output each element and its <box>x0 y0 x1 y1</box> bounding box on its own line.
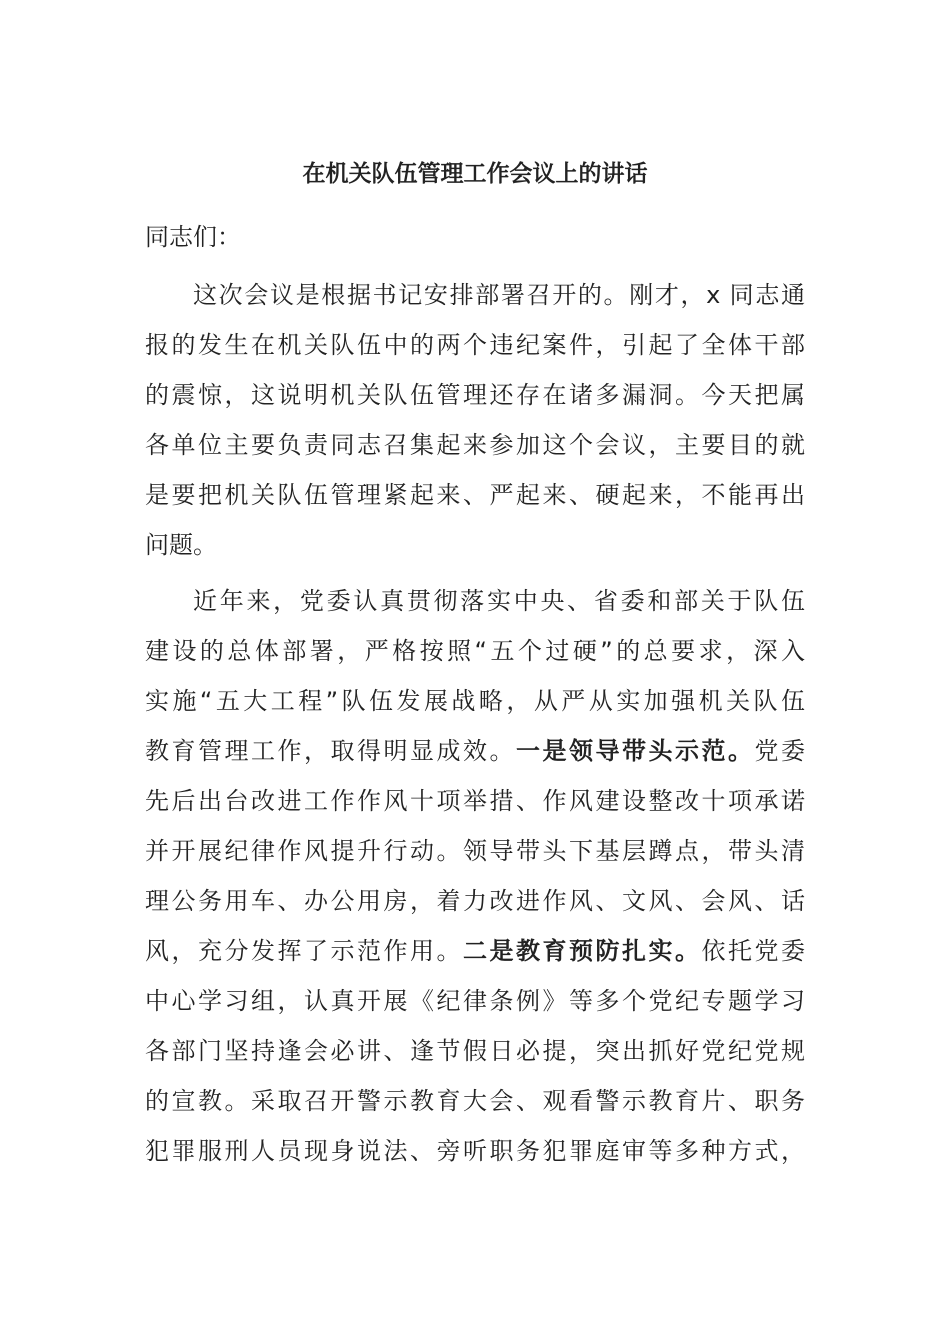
paragraph-line: 犯罪服刑人员现身说法、旁听职务犯罪庭审等多种方式， <box>145 1137 805 1165</box>
paragraph-line <box>145 926 805 976</box>
line-text: 党委 <box>754 737 805 765</box>
paragraph-line: 中心学习组，认真开展《纪律条例》等多个党纪专题学习 <box>145 987 805 1015</box>
line-text: 依托党委 <box>701 937 805 965</box>
paragraph-line: 近年来，党委认真贯彻落实中央、省委和部关于队伍 <box>193 587 805 615</box>
paragraph-line: 问题。 <box>145 531 217 559</box>
paragraph-line: 报的发生在机关队伍中的两个违纪案件，引起了全体干部 <box>145 331 805 359</box>
bold-heading-2: 二是教育预防扎实。 <box>463 937 702 965</box>
paragraph-line: 先后出台改进工作作风十项举措、作风建设整改十项承诺 <box>145 787 805 815</box>
paragraph-line: 建设的总体部署，严格按照“五个过硬”的总要求，深入 <box>145 637 805 665</box>
bold-heading-1: 一是领导带头示范。 <box>516 737 755 765</box>
paragraph-line: 并开展纪律作风提升行动。领导带头下基层蹲点，带头清 <box>145 837 805 865</box>
paragraph-line: 是要把机关队伍管理紧起来、严起来、硬起来，不能再出 <box>145 481 805 509</box>
paragraph-line: 这次会议是根据书记安排部署召开的。刚才，x 同志通 <box>193 281 805 309</box>
paragraph-line: 理公务用车、办公用房，着力改进作风、文风、会风、话 <box>145 887 805 915</box>
paragraph-line: 各单位主要负责同志召集起来参加这个会议，主要目的就 <box>145 431 805 459</box>
salutation: 同志们： <box>145 223 241 251</box>
paragraph-line: 各部门坚持逢会必讲、逢节假日必提，突出抓好党纪党规 <box>145 1037 805 1065</box>
line-text: 风，充分发挥了示范作用。 <box>145 937 463 965</box>
document-title: 在机关队伍管理工作会议上的讲话 <box>302 161 648 187</box>
paragraph-line: 的宣教。采取召开警示教育大会、观看警示教育片、职务 <box>145 1087 805 1115</box>
paragraph-line: 实施“五大工程”队伍发展战略，从严从实加强机关队伍 <box>145 687 805 715</box>
line-text: 教育管理工作，取得明显成效。 <box>145 737 516 765</box>
paragraph-line <box>145 726 805 776</box>
paragraph-1 <box>145 270 805 570</box>
paragraph-2 <box>145 576 805 1176</box>
paragraph-line: 的震惊，这说明机关队伍管理还存在诸多漏洞。今天把属 <box>145 381 805 409</box>
